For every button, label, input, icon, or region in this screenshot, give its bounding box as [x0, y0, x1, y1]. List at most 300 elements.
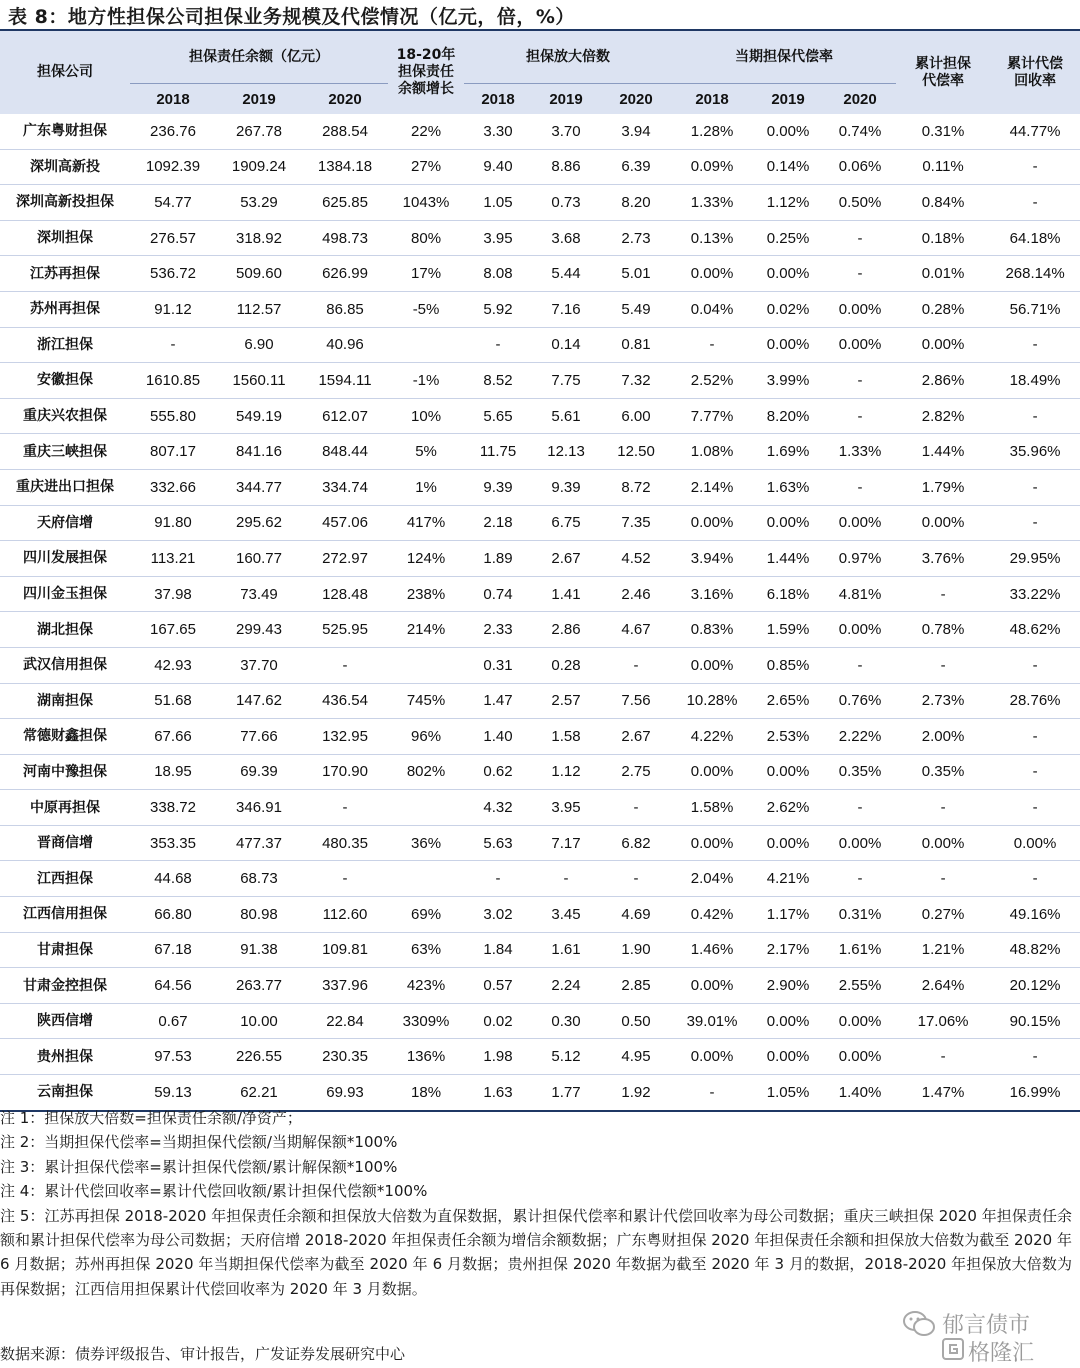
- table-cell: 5%: [388, 434, 464, 470]
- table-cell: -5%: [388, 291, 464, 327]
- table-cell: 745%: [388, 683, 464, 719]
- table-cell: -: [600, 647, 672, 683]
- table-cell: 5.49: [600, 291, 672, 327]
- company-name-cell: 河南中豫担保: [0, 754, 130, 790]
- table-row: [0, 683, 1080, 719]
- notes: [0, 1106, 1072, 1301]
- table-cell: 0.31%: [896, 114, 990, 149]
- table-cell: 0.00%: [672, 754, 752, 790]
- table-row: [0, 754, 1080, 790]
- table-cell: 44.77%: [990, 114, 1080, 149]
- table-cell: 1.17%: [752, 897, 824, 933]
- table-row: [0, 1039, 1080, 1075]
- table-cell: 555.80: [130, 398, 216, 434]
- table-cell: -: [990, 469, 1080, 505]
- header-year: 2018: [464, 84, 532, 115]
- table-cell: 344.77: [216, 469, 302, 505]
- table-cell: 0.00%: [896, 505, 990, 541]
- table-cell: 1.08%: [672, 434, 752, 470]
- table-cell: 7.75: [532, 363, 600, 399]
- table-cell: 3.94: [600, 114, 672, 149]
- table-cell: 33.22%: [990, 576, 1080, 612]
- table-cell: 1.77: [532, 1075, 600, 1111]
- table-cell: 2.67: [532, 541, 600, 577]
- table-cell: 69%: [388, 897, 464, 933]
- table-cell: 0.62: [464, 754, 532, 790]
- table-cell: 3.45: [532, 897, 600, 933]
- table-cell: 1384.18: [302, 149, 388, 185]
- table-cell: -: [990, 754, 1080, 790]
- table-cell: 0.09%: [672, 149, 752, 185]
- table-cell: 2.86%: [896, 363, 990, 399]
- company-name-cell: 苏州再担保: [0, 291, 130, 327]
- table-cell: 226.55: [216, 1039, 302, 1075]
- table-row: [0, 897, 1080, 933]
- table-cell: 841.16: [216, 434, 302, 470]
- table-cell: 0.74: [464, 576, 532, 612]
- table-row: [0, 1003, 1080, 1039]
- table-cell: 1.44%: [896, 434, 990, 470]
- table-cell: 1092.39: [130, 149, 216, 185]
- company-name-cell: 天府信增: [0, 505, 130, 541]
- table-cell: 1.33%: [824, 434, 896, 470]
- table-row: [0, 398, 1080, 434]
- table-cell: 2.90%: [752, 968, 824, 1004]
- table-cell: 1.58%: [672, 790, 752, 826]
- table-cell: 2.62%: [752, 790, 824, 826]
- table-cell: -: [600, 790, 672, 826]
- table-cell: 0.97%: [824, 541, 896, 577]
- table-cell: 2.65%: [752, 683, 824, 719]
- table-cell: 0.35%: [824, 754, 896, 790]
- table-cell: 2.64%: [896, 968, 990, 1004]
- note-1: 注 1：担保放大倍数=担保责任余额/净资产；: [0, 1109, 302, 1127]
- table-cell: 238%: [388, 576, 464, 612]
- table-cell: 2.75: [600, 754, 672, 790]
- table-cell: 2.33: [464, 612, 532, 648]
- table-cell: 417%: [388, 505, 464, 541]
- table-cell: 2.52%: [672, 363, 752, 399]
- table-cell: 0.31: [464, 647, 532, 683]
- table-cell: 0.28: [532, 647, 600, 683]
- table-cell: -: [990, 149, 1080, 185]
- table-cell: 0.27%: [896, 897, 990, 933]
- table-cell: 1.89: [464, 541, 532, 577]
- table-cell: -: [824, 256, 896, 292]
- table-cell: -: [464, 327, 532, 363]
- company-name-cell: 江西信用担保: [0, 897, 130, 933]
- table-cell: -: [672, 327, 752, 363]
- table-cell: 66.80: [130, 897, 216, 933]
- table-cell: 288.54: [302, 114, 388, 149]
- table-cell: 0.00%: [672, 1039, 752, 1075]
- table-cell: -: [990, 719, 1080, 755]
- table-cell: 22%: [388, 114, 464, 149]
- header-year: 2020: [824, 84, 896, 115]
- table-cell: 1043%: [388, 185, 464, 221]
- table-cell: 0.74%: [824, 114, 896, 149]
- table-cell: 6.39: [600, 149, 672, 185]
- table-cell: 626.99: [302, 256, 388, 292]
- table-cell: 1.98: [464, 1039, 532, 1075]
- table-cell: 112.57: [216, 291, 302, 327]
- table-cell: 2.67: [600, 719, 672, 755]
- header-year: 2018: [130, 84, 216, 115]
- table-cell: 18.49%: [990, 363, 1080, 399]
- table-cell: 1.58: [532, 719, 600, 755]
- table-cell: 8.86: [532, 149, 600, 185]
- table-cell: 18%: [388, 1075, 464, 1111]
- table-cell: 136%: [388, 1039, 464, 1075]
- table-cell: 91.12: [130, 291, 216, 327]
- table-cell: -: [600, 861, 672, 897]
- table-cell: 0.00%: [672, 505, 752, 541]
- table-cell: 1.79%: [896, 469, 990, 505]
- table-cell: 6.90: [216, 327, 302, 363]
- table-cell: 17%: [388, 256, 464, 292]
- table-cell: 36%: [388, 825, 464, 861]
- table-cell: 0.25%: [752, 220, 824, 256]
- table-cell: 18.95: [130, 754, 216, 790]
- table-cell: 64.18%: [990, 220, 1080, 256]
- table-cell: 5.61: [532, 398, 600, 434]
- note-3: 注 3：累计担保代偿率=累计担保代偿额/累计解保额*100%: [0, 1157, 398, 1176]
- header-year: 2019: [216, 84, 302, 115]
- table-cell: 40.96: [302, 327, 388, 363]
- note-4: 注 4：累计代偿回收率=累计代偿回收额/累计担保代偿额*100%: [0, 1182, 428, 1201]
- table-row: [0, 647, 1080, 683]
- gelonghui-logo-icon: [942, 1338, 964, 1360]
- header-company: 担保公司: [0, 31, 130, 114]
- table-cell: 0.18%: [896, 220, 990, 256]
- table-row: [0, 541, 1080, 577]
- table-cell: 22.84: [302, 1003, 388, 1039]
- table-cell: 0.42%: [672, 897, 752, 933]
- table-cell: 8.20: [600, 185, 672, 221]
- table-cell: [388, 790, 464, 826]
- table-cell: 0.00%: [752, 505, 824, 541]
- header-cum-recovery: 累计代偿回收率: [990, 31, 1080, 114]
- table-cell: 7.77%: [672, 398, 752, 434]
- table-cell: 0.35%: [896, 754, 990, 790]
- header-year: 2018: [672, 84, 752, 115]
- table-cell: 436.54: [302, 683, 388, 719]
- table-cell: 1.28%: [672, 114, 752, 149]
- table-cell: 0.00%: [752, 754, 824, 790]
- table-cell: 132.95: [302, 719, 388, 755]
- table-cell: 63%: [388, 932, 464, 968]
- header-year: 2020: [302, 84, 388, 115]
- table-cell: -: [532, 861, 600, 897]
- table-cell: 299.43: [216, 612, 302, 648]
- table-cell: -: [990, 790, 1080, 826]
- table-cell: 0.00%: [752, 1039, 824, 1075]
- table-cell: 0.83%: [672, 612, 752, 648]
- table-cell: -: [990, 327, 1080, 363]
- table-cell: 51.68: [130, 683, 216, 719]
- table-row: [0, 363, 1080, 399]
- table-cell: 4.81%: [824, 576, 896, 612]
- table-cell: 612.07: [302, 398, 388, 434]
- table-cell: 318.92: [216, 220, 302, 256]
- table-cell: 0.84%: [896, 185, 990, 221]
- table-cell: 1.21%: [896, 932, 990, 968]
- table-cell: 9.39: [532, 469, 600, 505]
- table-cell: 6.18%: [752, 576, 824, 612]
- table-cell: 0.00%: [752, 256, 824, 292]
- header-year: 2019: [752, 84, 824, 115]
- table-cell: -: [990, 505, 1080, 541]
- table-cell: -: [824, 861, 896, 897]
- table-cell: 67.18: [130, 932, 216, 968]
- table-cell: 0.00%: [824, 825, 896, 861]
- table-cell: 97.53: [130, 1039, 216, 1075]
- table-cell: 0.78%: [896, 612, 990, 648]
- table-cell: 54.77: [130, 185, 216, 221]
- table-cell: 167.65: [130, 612, 216, 648]
- table-cell: 3.02: [464, 897, 532, 933]
- table-cell: -: [672, 1075, 752, 1111]
- table-cell: 9.40: [464, 149, 532, 185]
- table-cell: 3.94%: [672, 541, 752, 577]
- note-2: 注 2：当期担保代偿率=当期担保代偿额/当期解保额*100%: [0, 1133, 398, 1152]
- company-name-cell: 云南担保: [0, 1075, 130, 1111]
- table-cell: 6.82: [600, 825, 672, 861]
- company-name-cell: 江苏再担保: [0, 256, 130, 292]
- table-cell: 113.21: [130, 541, 216, 577]
- table-cell: 0.30: [532, 1003, 600, 1039]
- table-cell: 0.02%: [752, 291, 824, 327]
- table-cell: 10.00: [216, 1003, 302, 1039]
- table-cell: 91.80: [130, 505, 216, 541]
- table-cell: 295.62: [216, 505, 302, 541]
- header-growth: 18-20年担保责任余额增长: [388, 31, 464, 114]
- table-cell: 28.76%: [990, 683, 1080, 719]
- table-cell: 124%: [388, 541, 464, 577]
- table-cell: 1.40%: [824, 1075, 896, 1111]
- table-cell: 267.78: [216, 114, 302, 149]
- table-cell: [388, 327, 464, 363]
- table-cell: 1.46%: [672, 932, 752, 968]
- table-cell: 6.75: [532, 505, 600, 541]
- company-name-cell: 武汉信用担保: [0, 647, 130, 683]
- table-cell: 2.14%: [672, 469, 752, 505]
- table-cell: 1.41: [532, 576, 600, 612]
- table-cell: 0.00%: [752, 327, 824, 363]
- table-cell: 268.14%: [990, 256, 1080, 292]
- table-cell: 2.00%: [896, 719, 990, 755]
- table-cell: 1.33%: [672, 185, 752, 221]
- table-cell: 1.84: [464, 932, 532, 968]
- table-cell: 170.90: [302, 754, 388, 790]
- table-cell: 2.57: [532, 683, 600, 719]
- table-cell: 1%: [388, 469, 464, 505]
- table-cell: 1.12%: [752, 185, 824, 221]
- table-cell: 509.60: [216, 256, 302, 292]
- table-cell: 1560.11: [216, 363, 302, 399]
- table-cell: 332.66: [130, 469, 216, 505]
- table-cell: 1610.85: [130, 363, 216, 399]
- company-name-cell: 浙江担保: [0, 327, 130, 363]
- table-cell: 549.19: [216, 398, 302, 434]
- table-row: [0, 968, 1080, 1004]
- table-cell: 1.63: [464, 1075, 532, 1111]
- table-cell: 53.29: [216, 185, 302, 221]
- table-cell: 2.46: [600, 576, 672, 612]
- table-cell: 0.73: [532, 185, 600, 221]
- table-cell: 0.28%: [896, 291, 990, 327]
- table-cell: 20.12%: [990, 968, 1080, 1004]
- table-cell: 37.70: [216, 647, 302, 683]
- header-year: 2019: [532, 84, 600, 115]
- table-cell: 17.06%: [896, 1003, 990, 1039]
- table-cell: 3.76%: [896, 541, 990, 577]
- table-cell: 77.66: [216, 719, 302, 755]
- table-cell: 1.61: [532, 932, 600, 968]
- table-cell: 4.69: [600, 897, 672, 933]
- table-body: [0, 114, 1080, 1111]
- company-name-cell: 晋商信增: [0, 825, 130, 861]
- table-row: [0, 719, 1080, 755]
- table-cell: 8.08: [464, 256, 532, 292]
- table-cell: -: [464, 861, 532, 897]
- table-cell: 7.32: [600, 363, 672, 399]
- table-row: [0, 327, 1080, 363]
- table-cell: 3.70: [532, 114, 600, 149]
- table-cell: 230.35: [302, 1039, 388, 1075]
- table-cell: 5.44: [532, 256, 600, 292]
- table-cell: 49.16%: [990, 897, 1080, 933]
- table-cell: 4.67: [600, 612, 672, 648]
- table-cell: 0.00%: [672, 256, 752, 292]
- table-cell: -: [302, 861, 388, 897]
- table-cell: -: [896, 576, 990, 612]
- table-cell: 0.06%: [824, 149, 896, 185]
- table-cell: 802%: [388, 754, 464, 790]
- table-cell: -: [824, 363, 896, 399]
- table-cell: 5.01: [600, 256, 672, 292]
- table-cell: 1.05: [464, 185, 532, 221]
- company-name-cell: 四川发展担保: [0, 541, 130, 577]
- table-cell: 1.44%: [752, 541, 824, 577]
- header-year: 2020: [600, 84, 672, 115]
- table-cell: 498.73: [302, 220, 388, 256]
- table-cell: 42.93: [130, 647, 216, 683]
- table-cell: 480.35: [302, 825, 388, 861]
- table-cell: 1.90: [600, 932, 672, 968]
- table-cell: 346.91: [216, 790, 302, 826]
- watermark-wechat-name: 郁言债市: [942, 1313, 1031, 1338]
- table-cell: 2.85: [600, 968, 672, 1004]
- company-name-cell: 重庆进出口担保: [0, 469, 130, 505]
- table-cell: -: [896, 1039, 990, 1075]
- company-name-cell: 重庆三峡担保: [0, 434, 130, 470]
- table-cell: 1.59%: [752, 612, 824, 648]
- table-cell: 68.73: [216, 861, 302, 897]
- table-cell: 44.68: [130, 861, 216, 897]
- table-cell: 0.11%: [896, 149, 990, 185]
- table-cell: 276.57: [130, 220, 216, 256]
- table-row: [0, 825, 1080, 861]
- table-cell: 0.00%: [896, 825, 990, 861]
- table-row: [0, 149, 1080, 185]
- table-cell: 62.21: [216, 1075, 302, 1111]
- company-name-cell: 湖南担保: [0, 683, 130, 719]
- table-cell: -: [990, 647, 1080, 683]
- table-cell: 1594.11: [302, 363, 388, 399]
- table-cell: 1.05%: [752, 1075, 824, 1111]
- table-cell: 3.68: [532, 220, 600, 256]
- table-row: [0, 291, 1080, 327]
- table-cell: 1.92: [600, 1075, 672, 1111]
- table-cell: 6.00: [600, 398, 672, 434]
- table-cell: 4.32: [464, 790, 532, 826]
- table-cell: 4.52: [600, 541, 672, 577]
- table-cell: 64.56: [130, 968, 216, 1004]
- table-cell: 272.97: [302, 541, 388, 577]
- header-cum-comp-rate: 累计担保代偿率: [896, 31, 990, 114]
- table-cell: 4.22%: [672, 719, 752, 755]
- table-cell: 0.00%: [824, 1003, 896, 1039]
- table-cell: 0.31%: [824, 897, 896, 933]
- table-cell: 1.12: [532, 754, 600, 790]
- table-cell: 0.50: [600, 1003, 672, 1039]
- table-cell: 12.50: [600, 434, 672, 470]
- table-cell: 214%: [388, 612, 464, 648]
- table-cell: 147.62: [216, 683, 302, 719]
- table-cell: 0.00%: [824, 612, 896, 648]
- table-cell: -: [990, 185, 1080, 221]
- company-name-cell: 重庆兴农担保: [0, 398, 130, 434]
- table-cell: 2.18: [464, 505, 532, 541]
- table-cell: 2.24: [532, 968, 600, 1004]
- table-cell: 353.35: [130, 825, 216, 861]
- table-cell: 2.53%: [752, 719, 824, 755]
- table-row: [0, 256, 1080, 292]
- table-cell: 5.92: [464, 291, 532, 327]
- table-cell: 7.56: [600, 683, 672, 719]
- table-cell: 1.47%: [896, 1075, 990, 1111]
- table-row: [0, 185, 1080, 221]
- table-cell: 337.96: [302, 968, 388, 1004]
- table-cell: [388, 647, 464, 683]
- table-cell: 848.44: [302, 434, 388, 470]
- table-cell: 67.66: [130, 719, 216, 755]
- table-cell: 160.77: [216, 541, 302, 577]
- table-cell: 5.12: [532, 1039, 600, 1075]
- company-name-cell: 安徽担保: [0, 363, 130, 399]
- table-cell: 16.99%: [990, 1075, 1080, 1111]
- table-cell: 56.71%: [990, 291, 1080, 327]
- table-cell: 0.00%: [824, 291, 896, 327]
- company-name-cell: 深圳高新投: [0, 149, 130, 185]
- company-name-cell: 四川金玉担保: [0, 576, 130, 612]
- table-cell: 3.99%: [752, 363, 824, 399]
- table-cell: 5.65: [464, 398, 532, 434]
- company-name-cell: 深圳担保: [0, 220, 130, 256]
- table-cell: 48.82%: [990, 932, 1080, 968]
- table-cell: 0.14: [532, 327, 600, 363]
- table-cell: 0.00%: [672, 968, 752, 1004]
- table-cell: 2.22%: [824, 719, 896, 755]
- table-cell: 3.30: [464, 114, 532, 149]
- note-5: 注 5：江苏再担保 2018-2020 年担保责任余额和担保放大倍数为直保数据，累计担保代偿率和累计代偿回收率为母公司数据；重庆三峡担保 2020 年担保责任余额和累计担保代偿率为母公司数据；天府信增 2018-2020 年担保责任余额为增信余额数据；广东粤财担保 2020 年担保责任余额和担保放大倍数为截至 2020 年 6 月数据；苏州再担保 2020 年当期担保代偿率为截至 2020 年 6 月数据；贵州担保 2020 年数据为截至 2020 年 3 月的数据，2018-2020 年担保放大倍数为再保数据；江西信用担保累计代偿回收率为 2020 年 3 月数据。: [0, 1206, 1072, 1298]
- table-cell: 0.57: [464, 968, 532, 1004]
- table-cell: 10.28%: [672, 683, 752, 719]
- table-cell: 39.01%: [672, 1003, 752, 1039]
- table-cell: 1.63%: [752, 469, 824, 505]
- table-row: [0, 861, 1080, 897]
